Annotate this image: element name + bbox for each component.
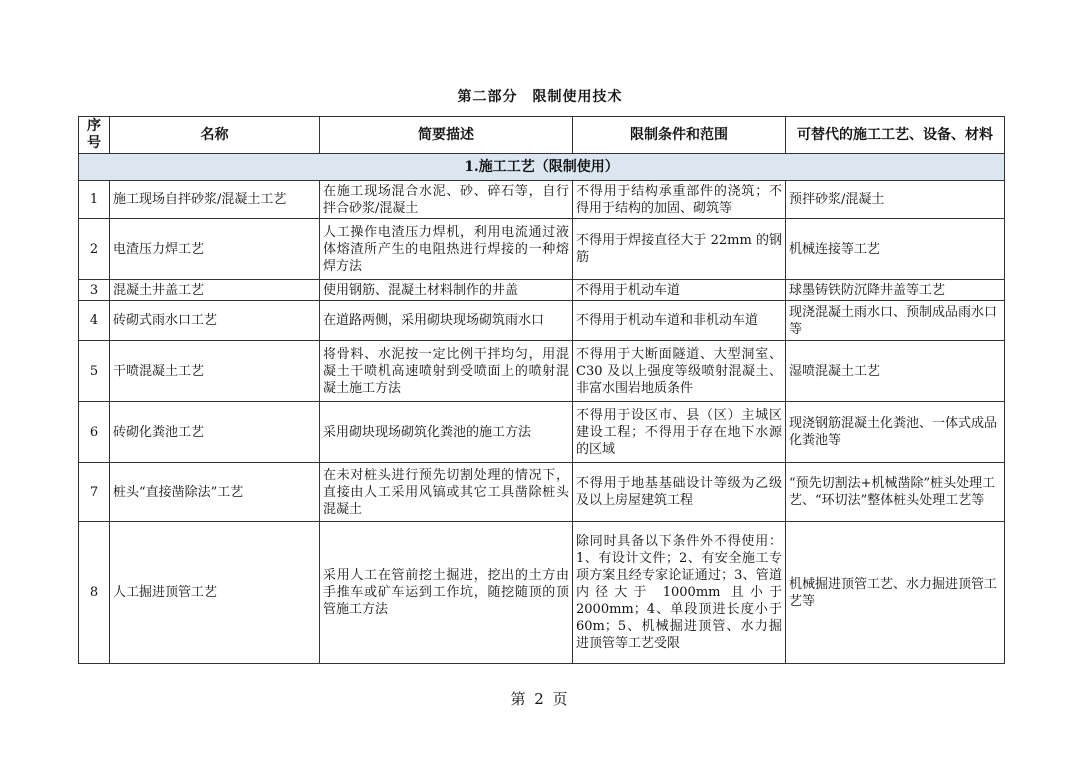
row-no: 1 (79, 181, 110, 219)
row-name: 混凝土井盖工艺 (110, 280, 320, 301)
row-name: 施工现场自拌砂浆/混凝土工艺 (110, 181, 320, 219)
section-title: 1.施工工艺（限制使用） (79, 154, 1005, 181)
header-no: 序号 (79, 117, 110, 154)
row-name: 砖砌化粪池工艺 (110, 402, 320, 463)
restricted-tech-table (78, 116, 1005, 664)
row-desc: 人工操作电渣压力焊机，利用电流通过液体熔渣所产生的电阻热进行焊接的一种熔焊方法 (320, 219, 573, 280)
table-row (79, 341, 1005, 402)
row-cond: 不得用于设区市、县（区）主城区建设工程；不得用于存在地下水源的区域 (573, 402, 786, 463)
table-row (79, 219, 1005, 280)
table-row (79, 463, 1005, 522)
row-desc: 采用人工在管前挖土掘进，挖出的土方由手推车或矿车运到工作坑，随挖随顶的顶管施工方法 (320, 522, 573, 664)
row-no: 6 (79, 402, 110, 463)
section-row (79, 154, 1005, 181)
row-name: 干喷混凝土工艺 (110, 341, 320, 402)
header-name: 名称 (110, 117, 320, 154)
table-row (79, 402, 1005, 463)
table-row (79, 301, 1005, 341)
table-row (79, 280, 1005, 301)
row-cond: 不得用于机动车道和非机动车道 (573, 301, 786, 341)
row-desc: 在未对桩头进行预先切割处理的情况下，直接由人工采用风镐或其它工具凿除桩头混凝土 (320, 463, 573, 522)
row-alt: “预先切割法+机械凿除”桩头处理工艺、“环切法”整体桩头处理工艺等 (786, 463, 1005, 522)
row-name: 砖砌式雨水口工艺 (110, 301, 320, 341)
header-row (79, 117, 1005, 154)
row-alt: 预拌砂浆/混凝土 (786, 181, 1005, 219)
row-desc: 在道路两侧，采用砌块现场砌筑雨水口 (320, 301, 573, 341)
row-no: 4 (79, 301, 110, 341)
row-desc: 采用砌块现场砌筑化粪池的施工方法 (320, 402, 573, 463)
row-cond: 不得用于机动车道 (573, 280, 786, 301)
table-row (79, 522, 1005, 664)
row-cond: 除同时具备以下条件外不得使用：1、有设计文件；2、有安全施工专项方案且经专家论证通过；3、管道内径大于 1000mm 且小于 2000mm；4、单段顶进长度小于 60m；5、机械掘进顶管、水力掘进顶管等工艺受限 (573, 522, 786, 664)
row-no: 7 (79, 463, 110, 522)
header-cond: 限制条件和范围 (573, 117, 786, 154)
row-no: 5 (79, 341, 110, 402)
page-number: 第 2 页 (510, 690, 570, 708)
row-cond: 不得用于地基基础设计等级为乙级及以上房屋建筑工程 (573, 463, 786, 522)
row-alt: 机械掘进顶管工艺、水力掘进顶管工艺等 (786, 522, 1005, 664)
row-cond: 不得用于结构承重部件的浇筑；不得用于结构的加固、砌筑等 (573, 181, 786, 219)
row-alt: 机械连接等工艺 (786, 219, 1005, 280)
row-desc: 将骨料、水泥按一定比例干拌均匀，用混凝土干喷机高速喷射到受喷面上的喷射混凝土施工方法 (320, 341, 573, 402)
row-alt: 湿喷混凝土工艺 (786, 341, 1005, 402)
row-no: 3 (79, 280, 110, 301)
table-row (79, 181, 1005, 219)
header-desc: 简要描述 (320, 117, 573, 154)
row-alt: 现浇混凝土雨水口、预制成品雨水口等 (786, 301, 1005, 341)
row-name: 电渣压力焊工艺 (110, 219, 320, 280)
row-cond: 不得用于焊接直径大于 22mm 的钢筋 (573, 219, 786, 280)
row-name: 桩头“直接凿除法”工艺 (110, 463, 320, 522)
row-desc: 使用钢筋、混凝土材料制作的井盖 (320, 280, 573, 301)
page-title: 第二部分 限制使用技术 (457, 89, 623, 105)
row-no: 8 (79, 522, 110, 664)
row-desc: 在施工现场混合水泥、砂、碎石等，自行拌合砂浆/混凝土 (320, 181, 573, 219)
row-alt: 现浇钢筋混凝土化粪池、一体式成品化粪池等 (786, 402, 1005, 463)
row-no: 2 (79, 219, 110, 280)
header-alt: 可替代的施工工艺、设备、材料 (786, 117, 1005, 154)
row-alt: 球墨铸铁防沉降井盖等工艺 (786, 280, 1005, 301)
row-cond: 不得用于大断面隧道、大型洞室、C30 及以上强度等级喷射混凝土、非富水围岩地质条件 (573, 341, 786, 402)
row-name: 人工掘进顶管工艺 (110, 522, 320, 664)
